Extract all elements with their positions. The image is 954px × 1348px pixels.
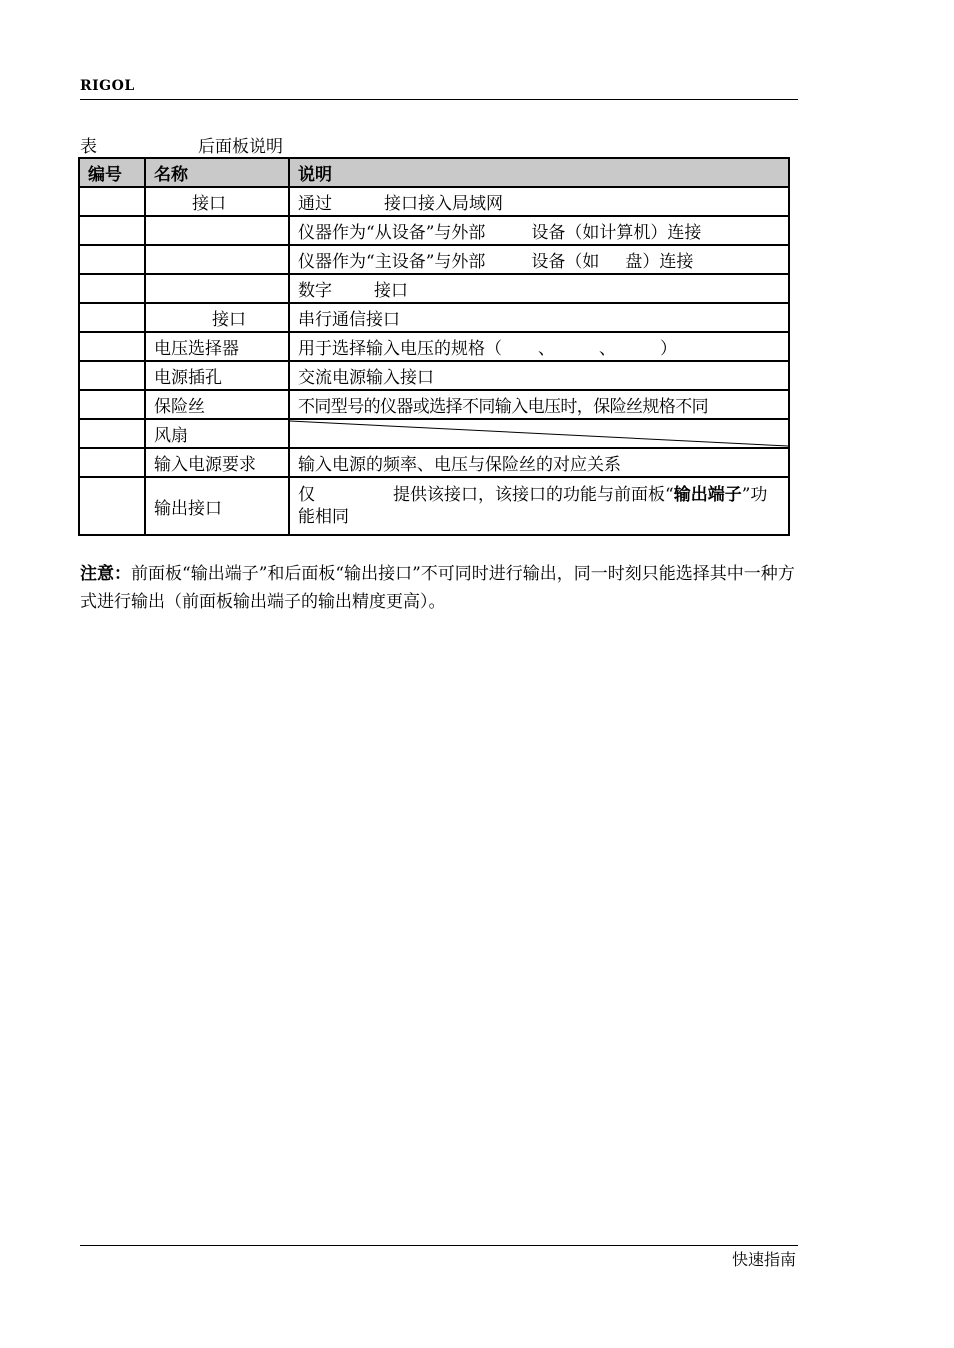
row-number xyxy=(79,216,145,245)
table-row xyxy=(79,245,789,274)
desc-text: 仪器作为“主设备”与外部 xyxy=(298,252,486,272)
row-name: 接口 xyxy=(145,187,289,216)
desc-text: ） xyxy=(660,339,677,359)
row-name: 接口 xyxy=(145,303,289,332)
row-description: 输入电源的频率、电压与保险丝的对应关系 xyxy=(289,448,789,477)
table-row xyxy=(79,274,789,303)
row-number xyxy=(79,390,145,419)
row-description xyxy=(289,187,789,216)
desc-text: 盘）连接 xyxy=(625,252,694,272)
diagonal-strike xyxy=(290,420,788,447)
caption-label: 表 xyxy=(80,137,97,157)
desc-text: 仅 xyxy=(298,485,315,505)
row-description: 串行通信接口 xyxy=(289,303,789,332)
row-name xyxy=(145,216,289,245)
row-number xyxy=(79,419,145,448)
table-row xyxy=(79,361,789,390)
desc-text: 提供该接口，该接口的功能与前面板“ xyxy=(393,485,674,505)
desc-text: ”功能相同 xyxy=(298,485,768,527)
row-name xyxy=(145,245,289,274)
row-number xyxy=(79,274,145,303)
row-name: 输入电源要求 xyxy=(145,448,289,477)
footer-text: 快速指南 xyxy=(731,1250,796,1269)
desc-text: 通过 xyxy=(298,194,332,214)
row-number xyxy=(79,448,145,477)
row-name: 保险丝 xyxy=(145,390,289,419)
row-number xyxy=(79,303,145,332)
row-description xyxy=(289,216,789,245)
header-name: 名称 xyxy=(145,158,289,187)
desc-text: 设备（如 xyxy=(531,252,600,272)
note-paragraph xyxy=(80,560,800,616)
row-description xyxy=(289,274,789,303)
row-description: 不同型号的仪器或选择不同输入电压时，保险丝规格不同 xyxy=(289,390,789,419)
desc-text: 接口 xyxy=(374,281,408,301)
row-number xyxy=(79,332,145,361)
row-number xyxy=(79,187,145,216)
row-description: 交流电源输入接口 xyxy=(289,361,789,390)
row-number xyxy=(79,245,145,274)
desc-bold-text: 输出端子 xyxy=(673,485,742,505)
desc-text: 接口接入局域网 xyxy=(384,194,503,214)
table-row xyxy=(79,216,789,245)
table-row xyxy=(79,303,789,332)
table-row xyxy=(79,419,789,448)
header-divider xyxy=(80,99,798,100)
desc-text: 、 xyxy=(538,339,555,359)
row-name: 输出接口 xyxy=(145,477,289,535)
row-name: 风扇 xyxy=(145,419,289,448)
desc-text: 仪器作为“从设备”与外部 xyxy=(298,223,486,243)
row-number xyxy=(79,361,145,390)
header-description: 说明 xyxy=(289,158,789,187)
table-row xyxy=(79,390,789,419)
desc-text: 数字 xyxy=(298,281,332,301)
table-header-row xyxy=(79,158,789,187)
table-row xyxy=(79,332,789,361)
note-text: 前面板“输出端子”和后面板“输出接口”不可同时进行输出，同一时刻只能选择其中一种方式进行输出（前面板输出端子的输出精度更高）。 xyxy=(80,564,795,612)
table-row xyxy=(79,477,789,535)
desc-text: 设备（如计算机）连接 xyxy=(531,223,702,243)
row-name xyxy=(145,274,289,303)
row-description xyxy=(289,332,789,361)
row-description xyxy=(289,477,789,535)
note-label: 注意： xyxy=(80,564,131,584)
footer-divider xyxy=(80,1245,798,1246)
row-description xyxy=(289,245,789,274)
header-number: 编号 xyxy=(79,158,145,187)
row-name: 电压选择器 xyxy=(145,332,289,361)
caption-title: 后面板说明 xyxy=(198,137,283,157)
table-row xyxy=(79,448,789,477)
row-number xyxy=(79,477,145,535)
desc-text: 用于选择输入电压的规格（ xyxy=(298,339,502,359)
table-caption xyxy=(80,132,283,157)
row-description-empty xyxy=(289,419,789,448)
desc-text: 、 xyxy=(599,339,616,359)
rear-panel-table xyxy=(78,157,790,536)
row-name: 电源插孔 xyxy=(145,361,289,390)
brand-logo-text: RIGOL xyxy=(80,78,135,94)
table-row xyxy=(79,187,789,216)
